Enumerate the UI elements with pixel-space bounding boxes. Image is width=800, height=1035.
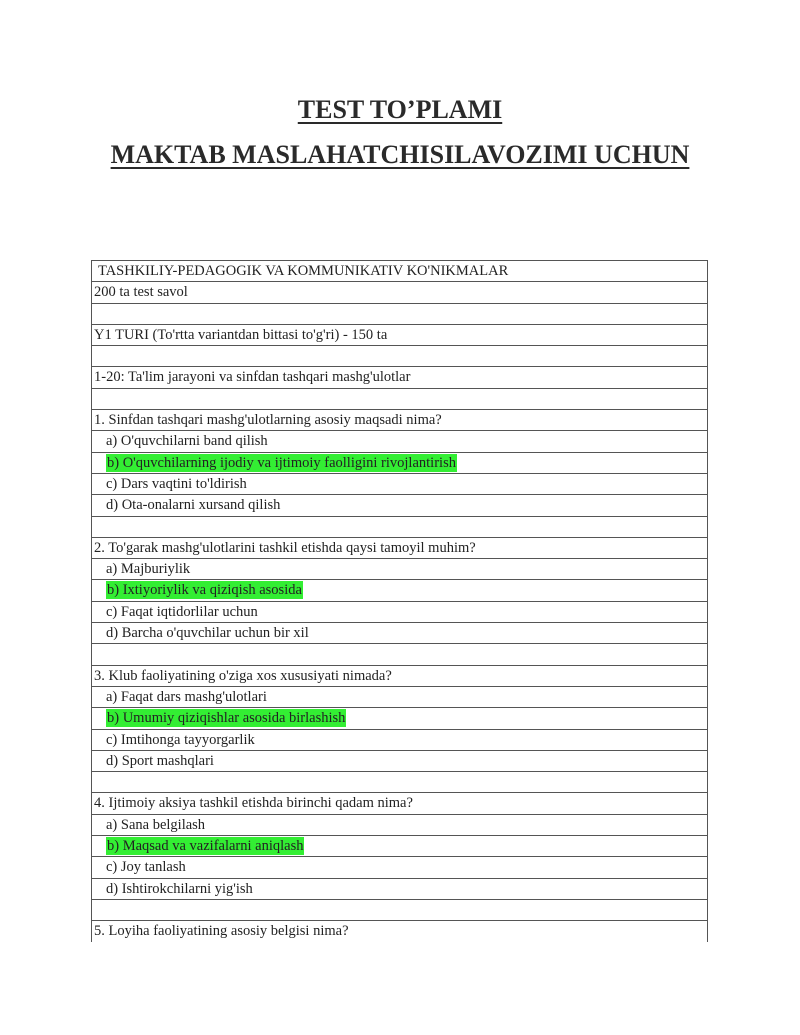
option-row [91,602,708,623]
test-table [91,260,708,942]
empty-row [91,644,708,665]
option-row [91,857,708,878]
question-row [91,921,708,941]
empty-row [91,346,708,367]
correct-option-highlight: b) Umumiy qiziqishlar asosida birlashish [107,710,346,727]
option-text: d) Ota-onalarni xursand qilish [106,497,281,514]
table-row [91,325,708,346]
topic-range: 1-20: Ta'lim jarayoni va sinfdan tashqari mashg'ulotlar [94,369,411,386]
question-row [91,793,708,814]
empty-row [91,900,708,921]
question-text: 1. Sinfdan tashqari mashg'ulotlarning asosiy maqsadi nima? [94,412,442,429]
option-text: c) Dars vaqtini to'ldirish [106,475,247,492]
question-text: 5. Loyiha faoliyatining asosiy belgisi nima? [94,923,349,940]
option-row [91,751,708,772]
document-subtitle: MAKTAB MASLAHATCHISILAVOZIMI UCHUN [110,140,690,169]
test-count: 200 ta test savol [94,284,188,301]
document-title: TEST TO’PLAMI [297,95,503,124]
option-text: c) Faqat iqtidorlilar uchun [106,603,258,620]
empty-row [91,389,708,410]
option-row [91,730,708,751]
option-text: c) Joy tanlash [106,859,186,876]
empty-row [91,304,708,325]
empty-row [91,517,708,538]
option-text: a) O'quvchilarni band qilish [106,433,268,450]
option-text: a) Majburiylik [106,561,191,578]
option-row [91,431,708,452]
option-text: c) Imtihonga tayyorgarlik [106,731,255,748]
question-row [91,666,708,687]
question-text: 4. Ijtimoiy aksiya tashkil etishda birinchi qadam nima? [94,795,413,812]
correct-option-highlight: b) Maqsad va vazifalarni aniqlash [107,838,304,855]
correct-option-row [91,708,708,729]
question-text: 2. To'garak mashg'ulotlarini tashkil etishda qaysi tamoyil muhim? [94,539,476,556]
option-text: d) Barcha o'quvchilar uchun bir xil [106,625,309,642]
option-row [91,815,708,836]
correct-option-row [91,836,708,857]
option-text: a) Faqat dars mashg'ulotlari [106,688,267,705]
empty-row [91,772,708,793]
section-title: TASHKILIY-PEDAGOGIK VA KOMMUNIKATIV KO'NIKMALAR [98,263,509,279]
option-text: d) Sport mashqlari [106,752,214,769]
question-row [91,538,708,559]
option-row [91,623,708,644]
table-row [91,282,708,303]
correct-option-row [91,580,708,601]
option-row [91,474,708,495]
correct-option-highlight: b) O'quvchilarning ijodiy va ijtimoiy faolligini rivojlantirish [107,454,456,471]
question-text: 3. Klub faoliyatining o'ziga xos xususiyati nimada? [94,667,392,684]
option-text: d) Ishtirokchilarni yig'ish [106,880,253,897]
option-row [91,879,708,900]
correct-option-highlight: b) Ixtiyoriylik va qiziqish asosida [107,582,302,599]
question-row [91,410,708,431]
test-type: Y1 TURI (To'rtta variantdan bittasi to'g'ri) - 150 ta [94,326,388,343]
correct-option-row [91,453,708,474]
table-row [91,261,708,282]
option-row [91,559,708,580]
table-row [91,367,708,388]
option-row [91,687,708,708]
option-row [91,495,708,516]
option-text: a) Sana belgilash [106,816,206,833]
